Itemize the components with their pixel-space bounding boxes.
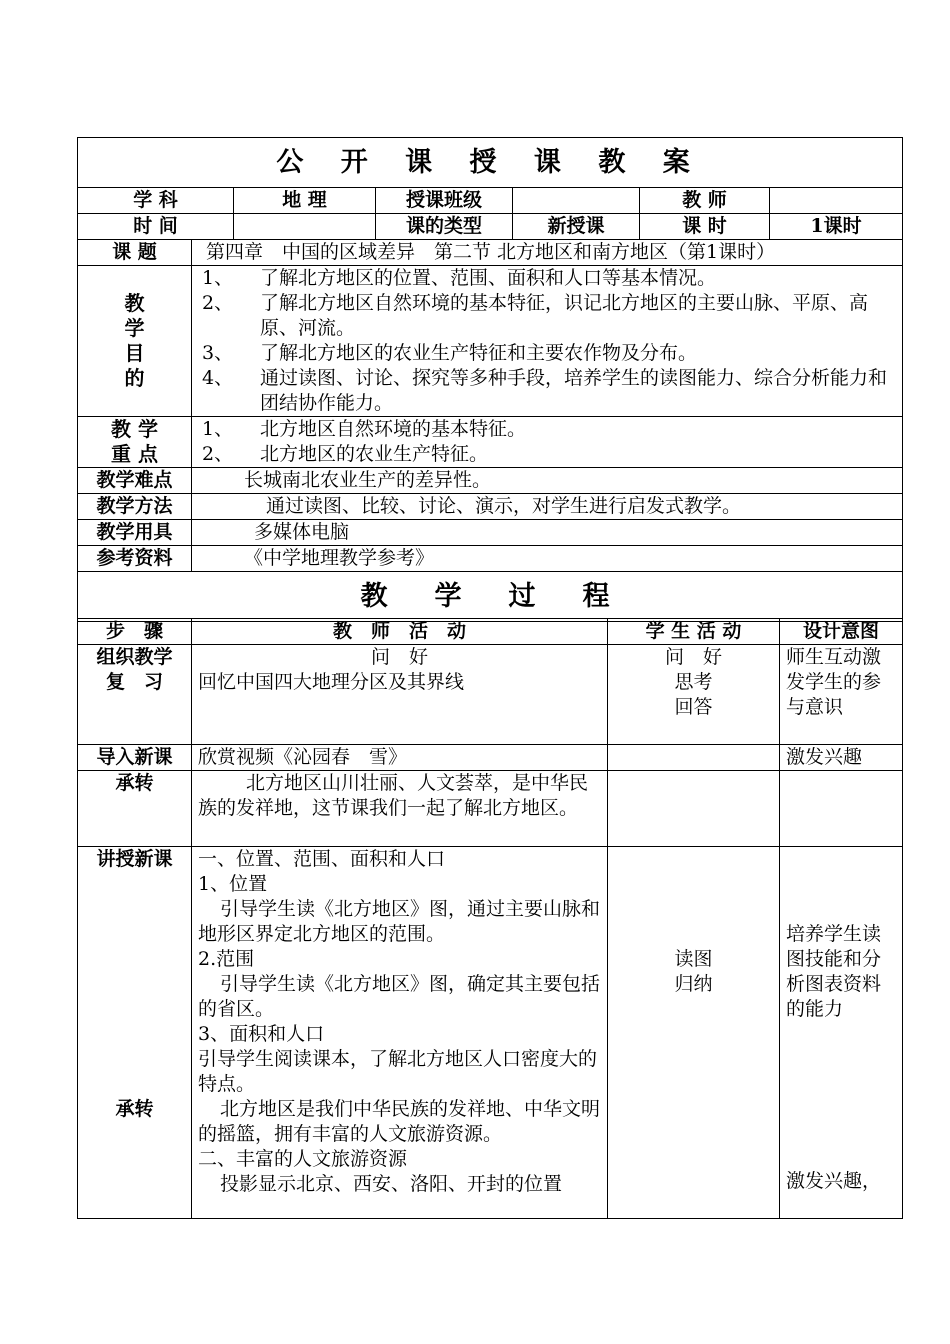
teacher-activity-new-lesson: 一、位置、范围、面积和人口 1、位置 引导学生读《北方地区》图，通过主要山脉和地形区界定北方地区的范围。 2.范围 引导学生读《北方地区》图，确定其主要包括的省区。 3、面积和人口 引导学生阅读课本，了解北方地区人口密度大的特点。 北方地区是我们中华民族的发祥地、中华文明的摇篮，拥有丰富的人文旅游资源。 二、丰富的人文旅游资源 投影显示北京、西安、洛阳、开封的位置 [192, 847, 608, 1219]
objectives-list [192, 266, 903, 417]
step-organize-review: 组织教学 复 习 [78, 645, 192, 745]
hours-value: 1课时 [770, 214, 903, 240]
intent-new-lesson: 培养学生读图技能和分析图表资料的能力 激发兴趣， [780, 847, 903, 1219]
teacher-label: 教 师 [640, 188, 770, 214]
reference-label: 参考资料 [78, 546, 192, 572]
teacher-activity-transition: 北方地区山川壮丽、人文荟萃，是中华民族的发祥地，这节课我们一起了解北方地区。 [192, 771, 608, 847]
student-activity-review: 问 好 思考 回答 [608, 645, 780, 745]
class-label: 授课班级 [376, 188, 513, 214]
teacher-value [770, 188, 903, 214]
difficulty-label: 教学难点 [78, 468, 192, 494]
time-label: 时 间 [78, 214, 234, 240]
step-intro: 导入新课 [78, 745, 192, 771]
difficulty-value: 长城南北农业生产的差异性。 [192, 468, 903, 494]
intent-review: 师生互动激发学生的参与意识 [780, 645, 903, 745]
objective-item: 2、 了解北方地区自然环境的基本特征，识记北方地区的主要山脉、平原、高原、河流。 [202, 292, 869, 339]
tools-value: 多媒体电脑 [192, 520, 903, 546]
method-label: 教学方法 [78, 494, 192, 520]
step-transition: 承转 [78, 771, 192, 847]
class-value [513, 188, 640, 214]
intent-intro: 激发兴趣 [780, 745, 903, 771]
topic-value: 第四章 中国的区域差异 第二节 北方地区和南方地区（第1课时） [192, 240, 903, 266]
objective-item: 3、 了解北方地区的农业生产特征和主要农作物及分布。 [202, 342, 698, 364]
objective-item: 1、 了解北方地区的位置、范围、面积和人口等基本情况。 [202, 267, 717, 289]
hours-label: 课 时 [640, 214, 770, 240]
teacher-activity-intro: 欣赏视频《沁园春 雪》 [192, 745, 608, 771]
subject-value: 地 理 [234, 188, 376, 214]
teacher-activity-review: 问 好 回忆中国四大地理分区及其界线 [192, 645, 608, 745]
student-activity-new-lesson: 读图 归纳 [608, 847, 780, 1219]
student-activity-header: 学 生 活 动 [608, 619, 780, 645]
key-point-item: 2、 北方地区的农业生产特征。 [202, 443, 489, 465]
reference-value: 《中学地理教学参考》 [192, 546, 903, 572]
key-point-item: 1、 北方地区自然环境的基本特征。 [202, 418, 527, 440]
step-header: 步 骤 [78, 619, 192, 645]
type-label: 课的类型 [376, 214, 513, 240]
lesson-plan-header-table [77, 137, 903, 622]
tools-label: 教学用具 [78, 520, 192, 546]
topic-label: 课 题 [78, 240, 192, 266]
step-new-lesson: 讲授新课 承转 [78, 847, 192, 1219]
process-title: 教 学 过 程 [78, 572, 903, 622]
intent-transition [780, 771, 903, 847]
objectives-label: 教 学 目 的 [78, 266, 192, 417]
design-intent-header: 设计意图 [780, 619, 903, 645]
teaching-process-table [77, 618, 903, 1219]
key-points-list [192, 417, 903, 468]
page-title: 公 开 课 授 课 教 案 [78, 138, 903, 188]
method-value: 通过读图、比较、讨论、演示，对学生进行启发式教学。 [192, 494, 903, 520]
objective-item: 4、 通过读图、讨论、探究等多种手段，培养学生的读图能力、综合分析能力和团结协作能力。 [202, 367, 888, 414]
teacher-activity-header: 教 师 活 动 [192, 619, 608, 645]
type-value: 新授课 [513, 214, 640, 240]
student-activity-intro [608, 745, 780, 771]
subject-label: 学 科 [78, 188, 234, 214]
time-value [234, 214, 376, 240]
student-activity-transition [608, 771, 780, 847]
key-points-label: 教 学 重 点 [78, 417, 192, 468]
